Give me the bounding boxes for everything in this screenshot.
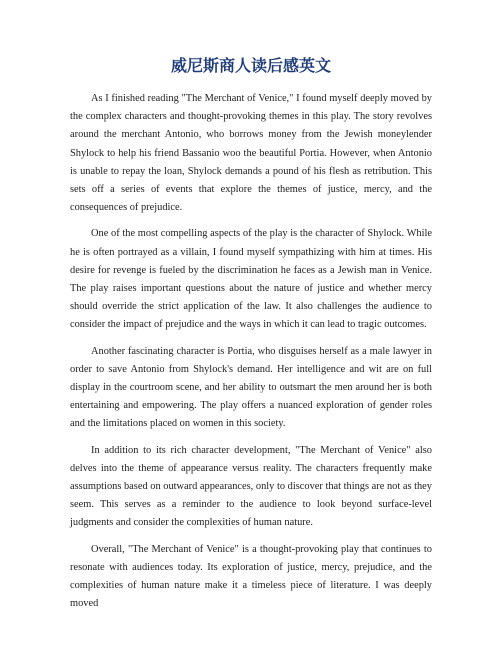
paragraph-3: Another fascinating character is Portia, who disguises herself as a male lawyer in order to save Antonio from Shylock's demand. Her intelligence and wit are on full display in the courtroom scene, and her ability to outsmart the men around her is both entertaining and empowering. The play offers a nuanced exploration of gender roles and the limitations placed on women in this society. bbox=[70, 345, 432, 430]
document-title: 威尼斯商人读后感英文 bbox=[170, 56, 331, 75]
paragraph-2: One of the most compelling aspects of the play is the character of Shylock. While he is often portrayed as a villain, I found myself sympathizing with him at times. His desire for revenge is fueled by the discrimination he faces as a Jewish man in Venice. The play raises important questions about the nature of justice and whether mercy should override the strict application of the law. It also challenges the audience to consider the impact of prejudice and the ways in which it can lead to tragic outcomes. bbox=[70, 228, 432, 331]
paragraph-4: In addition to its rich character development, "The Merchant of Venice" also delves into the theme of appearance versus reality. The characters frequently make assumptions based on outward appearances, only to discover that things are not as they seem. This serves as a reminder to the audience to look beyond surface-level judgments and consider the complexities of human nature. bbox=[70, 444, 432, 529]
paragraph-1: As I finished reading "The Merchant of Venice," I found myself deeply moved by the complex characters and thought-provoking themes in this play. The story revolves around the merchant Antonio, who borrows money from the Jewish moneylender Shylock to help his friend Bassanio woo the beautiful Portia. However, when Antonio is unable to repay the loan, Shylock demands a pound of his flesh as retribution. This sets off a series of events that explore the themes of justice, mercy, and the consequences of prejudice. bbox=[70, 93, 432, 214]
paragraph-5: Overall, "The Merchant of Venice" is a thought-provoking play that continues to resonate with audiences today. Its exploration of justice, mercy, prejudice, and the complexities of human nature make it a timeless piece of literature. I was deeply moved bbox=[70, 543, 432, 610]
